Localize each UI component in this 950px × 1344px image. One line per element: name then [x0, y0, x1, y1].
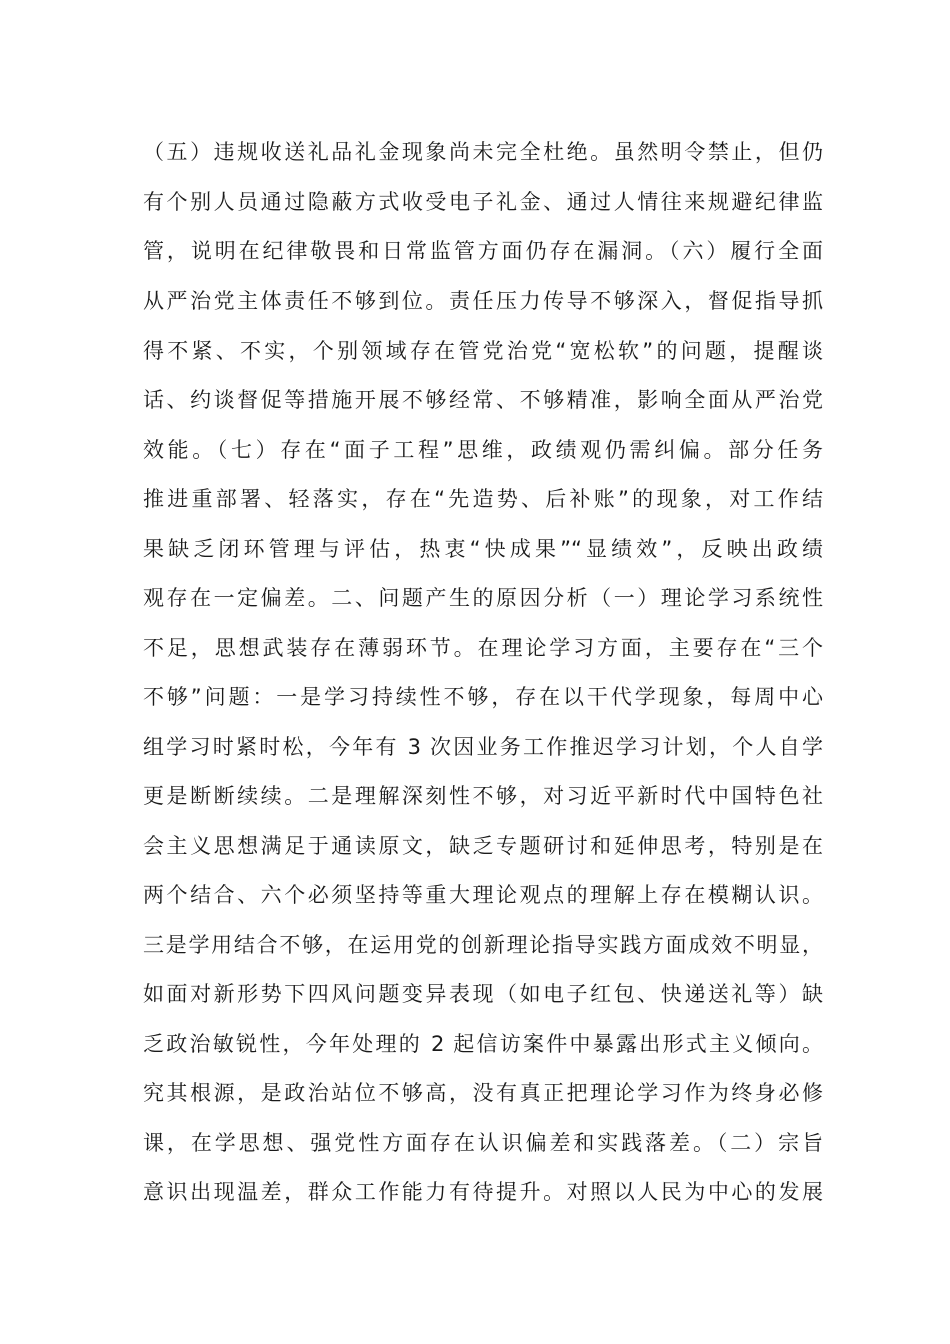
paragraph-line: 果缺乏闭环管理与评估，热衷“快成果”“显绩效”，反映出政绩: [143, 537, 823, 561]
paragraph-line: 更是断断续续。二是理解深刻性不够，对习近平新时代中国特色社: [143, 784, 823, 808]
paragraph-line: 课，在学思想、强党性方面存在认识偏差和实践落差。（二）宗旨: [143, 1131, 823, 1155]
paragraph-line: 会主义思想满足于通读原文，缺乏专题研讨和延伸思考，特别是在: [143, 834, 823, 858]
paragraph-line: 有个别人员通过隐蔽方式收受电子礼金、通过人情往来规避纪律监: [143, 190, 823, 214]
paragraph-line: 观存在一定偏差。二、问题产生的原因分析（一）理论学习系统性: [143, 586, 823, 610]
paragraph-line: 如面对新形势下四风问题变异表现（如电子红包、快递送礼等）缺: [143, 982, 823, 1006]
paragraph-line: 不够”问题：一是学习持续性不够，存在以干代学现象，每周中心: [143, 685, 823, 709]
paragraph-line: 不足，思想武装存在薄弱环节。在理论学习方面，主要存在“三个: [143, 636, 823, 660]
paragraph-line: （五）违规收送礼品礼金现象尚未完全杜绝。虽然明令禁止，但仍: [143, 140, 823, 164]
paragraph-line: 三是学用结合不够，在运用党的创新理论指导实践方面成效不明显，: [143, 933, 823, 957]
paragraph-line: 管，说明在纪律敬畏和日常监管方面仍存在漏洞。（六）履行全面: [143, 239, 823, 263]
paragraph-line: 话、约谈督促等措施开展不够经常、不够精准，影响全面从严治党: [143, 388, 823, 412]
paragraph-line: 从严治党主体责任不够到位。责任压力传导不够深入，督促指导抓: [143, 289, 823, 313]
paragraph-line: 乏政治敏锐性，今年处理的 2 起信访案件中暴露出形式主义倾向。: [143, 1032, 823, 1056]
paragraph-line: 意识出现温差，群众工作能力有待提升。对照以人民为中心的发展: [143, 1180, 823, 1204]
paragraph-line: 得不紧、不实，个别领域存在管党治党“宽松软”的问题，提醒谈: [143, 339, 823, 363]
paragraph-line: 究其根源，是政治站位不够高，没有真正把理论学习作为终身必修: [143, 1081, 823, 1105]
paragraph-line: 组学习时紧时松，今年有 3 次因业务工作推迟学习计划，个人自学: [143, 735, 823, 759]
paragraph-line: 推进重部署、轻落实，存在“先造势、后补账”的现象，对工作结: [143, 487, 823, 511]
paragraph-line: 两个结合、六个必须坚持等重大理论观点的理解上存在模糊认识。: [143, 883, 823, 907]
paragraph-line: 效能。（七）存在“面子工程”思维，政绩观仍需纠偏。部分任务: [143, 438, 823, 462]
